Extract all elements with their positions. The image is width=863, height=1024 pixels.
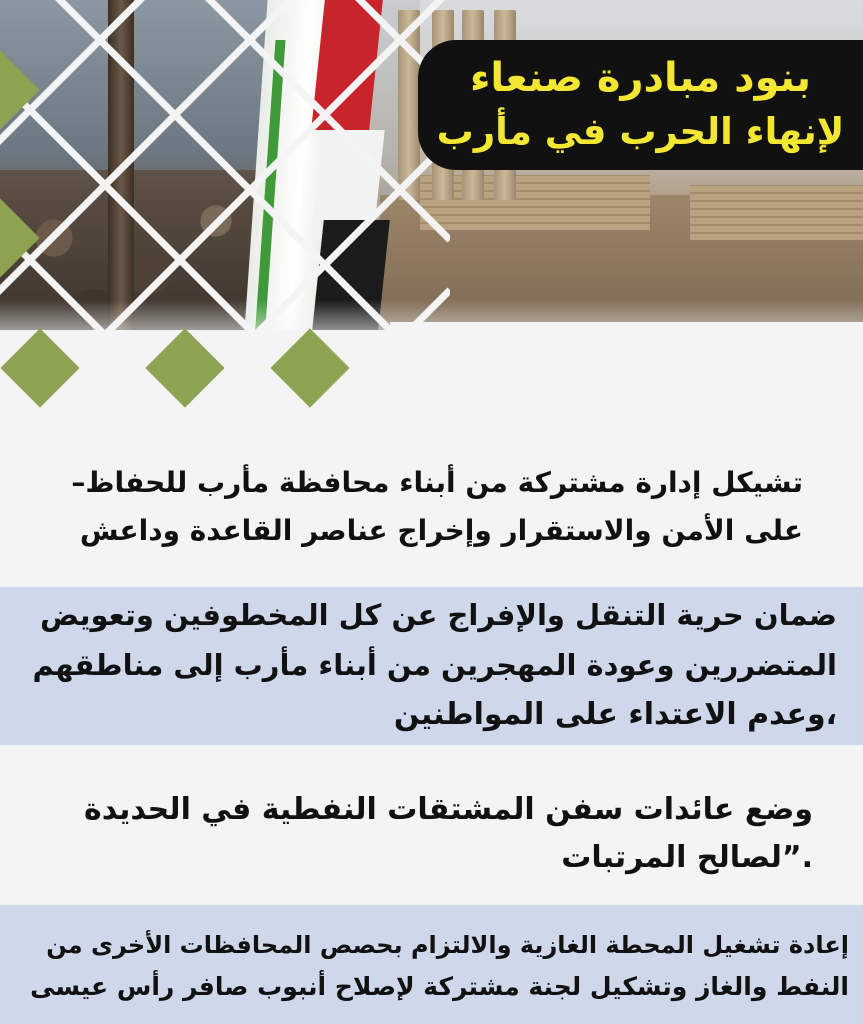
item-2-line-1: ضمان حرية التنقل والإفراج عن كل المخطوفين وتعويض: [40, 598, 837, 632]
title-line-2: لإنهاء الحرب في مأرب: [436, 110, 845, 153]
flag-white-band: [313, 130, 384, 220]
ruin-wall: [420, 175, 650, 230]
ruin-wall: [690, 185, 863, 240]
green-diamond-decor: [145, 328, 224, 407]
photo-edge: [390, 322, 863, 382]
item-block-3: [0, 780, 863, 890]
item-1-line-1: تشيكل إدارة مشتركة من أبناء محافظة مأرب للحفاظ–: [71, 466, 803, 499]
item-2-line-2: المتضررين وعودة المهجرين من أبناء مأرب إلى مناطقهم: [32, 648, 837, 682]
item-4-line-2: النفط والغاز وتشكيل لجنة مشتركة لإصلاح أنبوب صافر رأس عيسى: [30, 972, 849, 1001]
item-block-2: [0, 587, 863, 745]
item-block-1: [0, 445, 863, 585]
green-diamond-decor: [0, 328, 79, 407]
green-diamond-decor: [270, 328, 349, 407]
item-3-line-1: وضع عائدات سفن المشتقات النفطية في الحديدة: [84, 792, 813, 827]
title-badge: [418, 40, 863, 170]
item-2-line-3: ،وعدم الاعتداء على المواطنين: [393, 697, 837, 732]
item-4-line-1: إعادة تشغيل المحطة الغازية والالتزام بحصص المحافظات الأخرى من: [46, 931, 849, 959]
temple-pillar: [398, 10, 420, 200]
item-block-4: [0, 905, 863, 1024]
wooden-pole: [108, 0, 134, 330]
title-line-1: بنود مبادرة صنعاء: [469, 55, 812, 101]
item-3-line-2: .”لصالح المرتبات: [561, 840, 813, 875]
flag-red-band: [311, 0, 383, 130]
item-1-line-2: على الأمن والاستقرار وإخراج عناصر القاعدة وداعش: [79, 514, 803, 547]
